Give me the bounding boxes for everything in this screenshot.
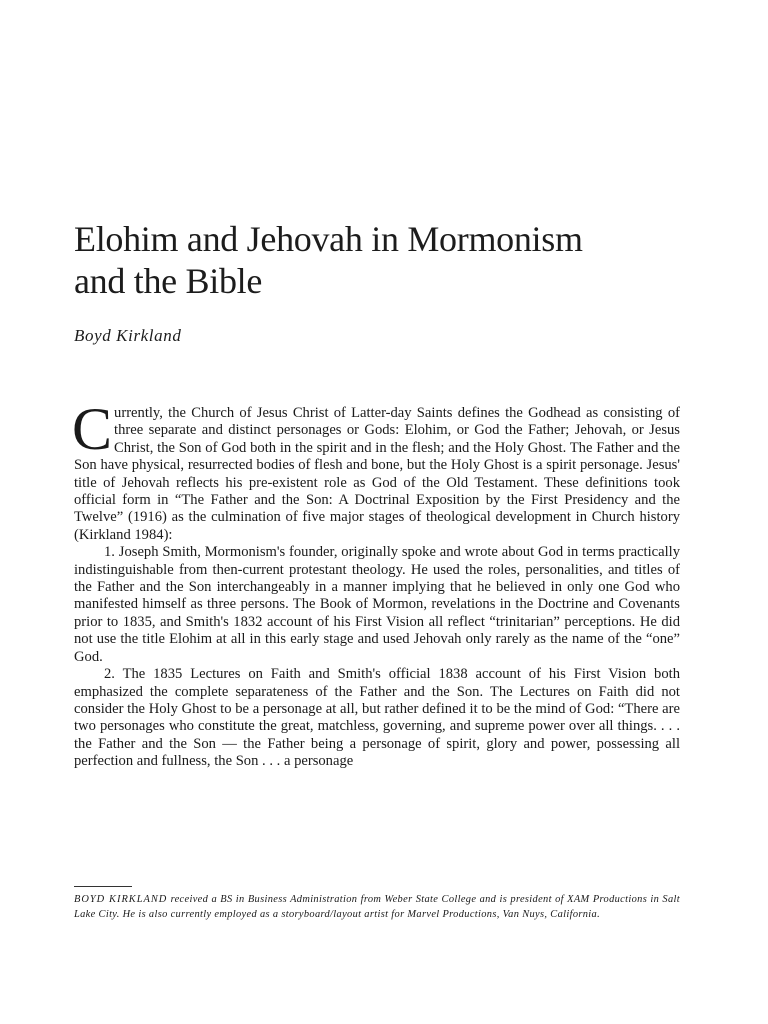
article-title-line-2: and the Bible — [74, 261, 263, 301]
drop-cap: C — [72, 396, 113, 462]
footnote-author-bio: received a BS in Business Administration from Weber State College and is president of XAM Productions in Salt Lake City. He is also currently employed as a storyboard/layout artist for Marvel Productions, Van Nuys, California. — [74, 894, 680, 920]
body-paragraph-2: 1. Joseph Smith, Mormonism's founder, originally spoke and wrote about God in terms practically indistinguishable from then-current protestant theology. He used the roles, personalities, and titles of the Father and the Son interchangeably in a manner implying that he believed in only one God who manifested himself as three persons. The Book of Mormon, revelations in the Doctrine and Covenants prior to 1835, and Smith's 1832 account of his First Vision all reflect “trinitarian” perceptions. He did not use the title Elohim at all in this early stage and used Jehovah only rarely as the name of the “one” God. — [74, 544, 680, 665]
body-paragraph-3: 2. The 1835 Lectures on Faith and Smith's official 1838 account of his First Vision both emphasized the complete separateness of the Father and the Son. The Lectures on Faith did not consider the Holy Ghost to be a personage at all, but rather defined it to be the mind of God: “There are two personages who constitute the great, matchless, governing, and supreme power over all things. . . . the Father and the Son — the Father being a personage of spirit, glory and power, possessing all perfection and fullness, the Son . . . a personage — [74, 666, 680, 770]
article-title-line-1: Elohim and Jehovah in Mormonism — [74, 219, 583, 259]
footnote-author-name: BOYD KIRKLAND — [74, 894, 168, 905]
author-footnote — [74, 893, 680, 922]
body-paragraph-1-text: urrently, the Church of Jesus Christ of Latter-day Saints defines the Godhead as consisting of three separate and distinct personages or Gods: Elohim, or God the Father; Jehovah, or Jesus Christ, the Son of God both in the spirit and in the flesh; and the Holy Ghost. The Father and the Son have physical, resurrected bodies of flesh and bone, but the Holy Ghost is a spirit personage. Jesus' title of Jehovah reflects his pre-existent role as God of the Old Testament. These definitions took official form in “The Father and the Son: A Doctrinal Exposition by the First Presidency and the Twelve” (1916) as the culmination of five major stages of theological development in Church history (Kirkland 1984): — [74, 405, 680, 543]
article-title — [74, 218, 714, 302]
article-body — [72, 396, 680, 771]
body-paragraph-1 — [72, 396, 680, 544]
article-author: Boyd Kirkland — [74, 326, 182, 345]
footnote-divider — [74, 886, 132, 887]
